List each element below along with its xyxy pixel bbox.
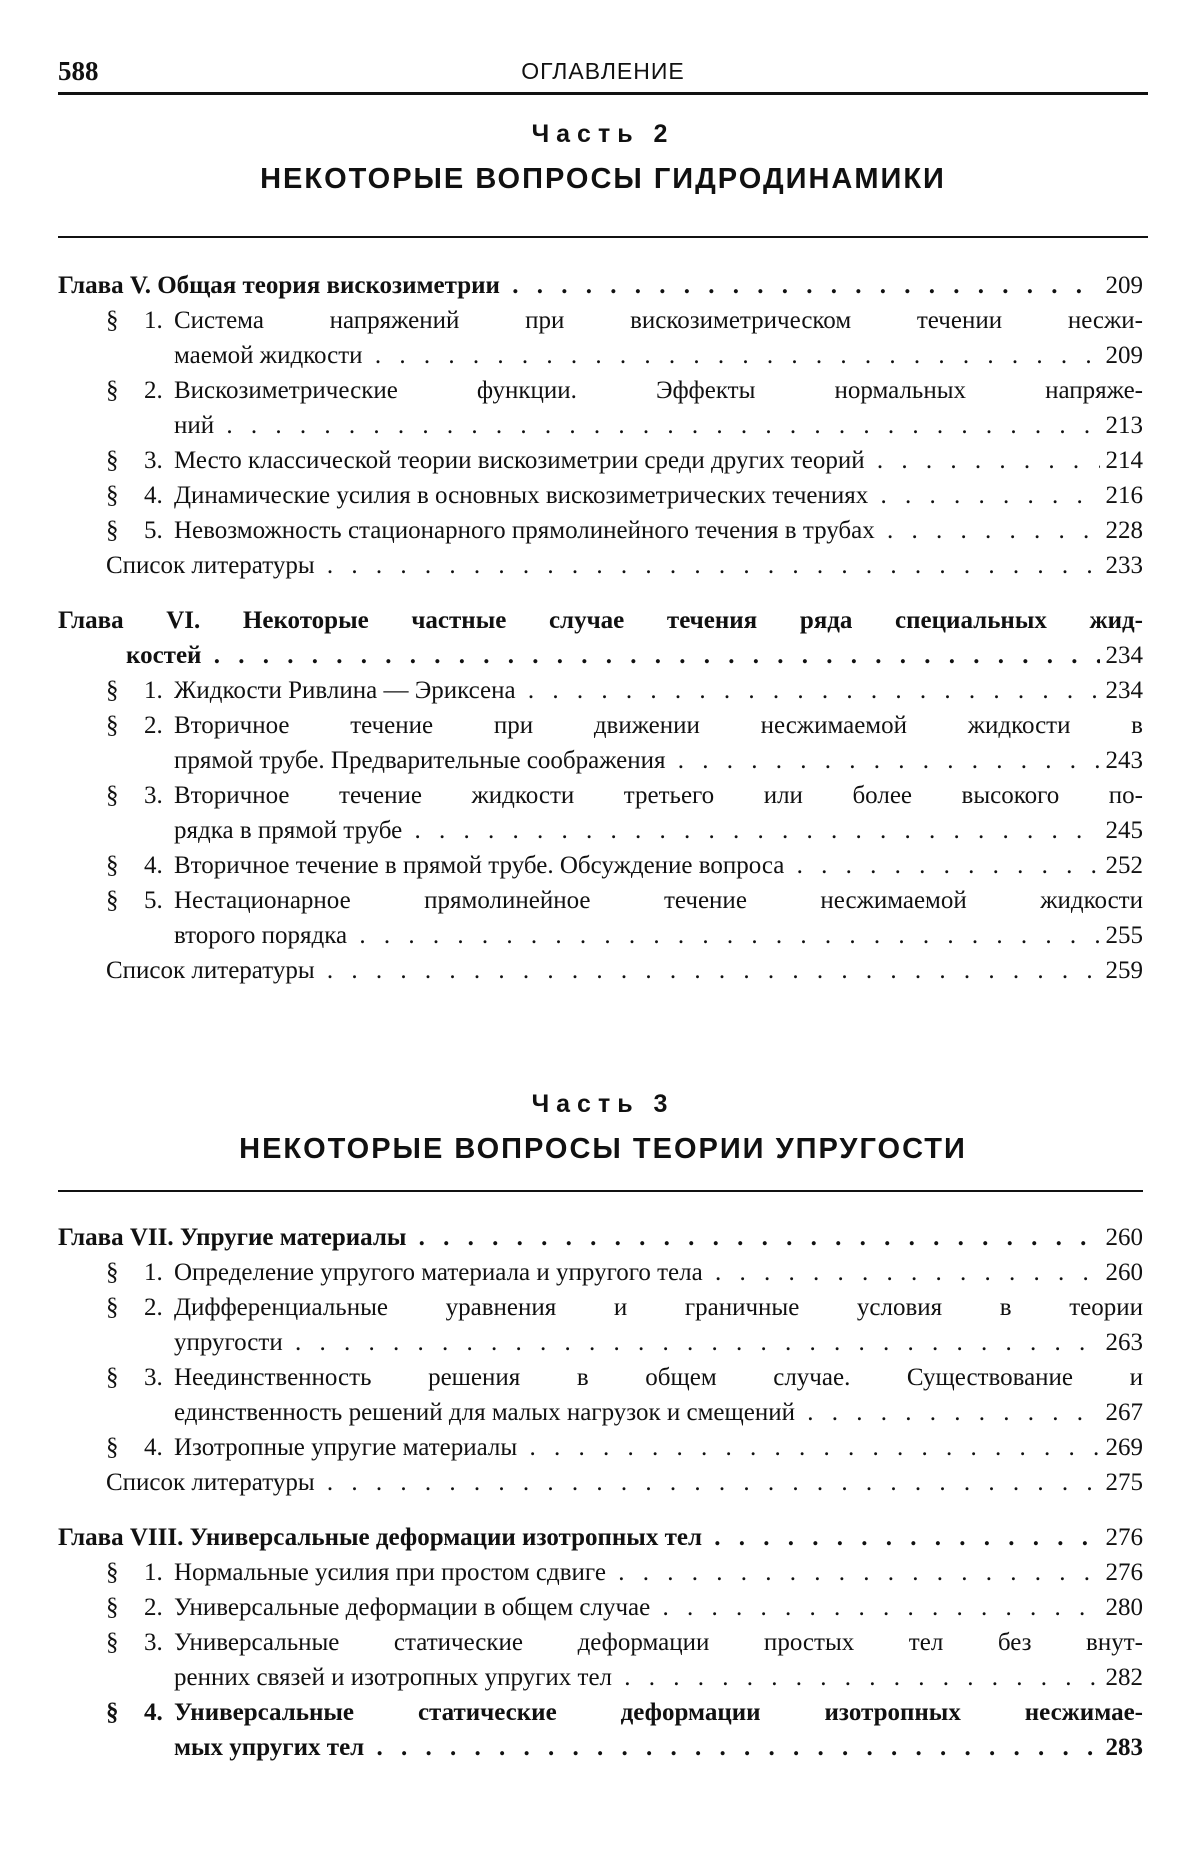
section-number: 3. bbox=[144, 447, 163, 474]
toc-part-3 bbox=[58, 1220, 1143, 1765]
chapter-title: Глава VIII. Универсальные деформации изотропных тел . . . bbox=[58, 1520, 1100, 1555]
section-sign: § bbox=[106, 1294, 119, 1321]
page-ref: 259 bbox=[1105, 957, 1143, 984]
section-title-cont: прямой трубе. Предварительные соображения . . . bbox=[174, 743, 1100, 778]
page-ref: 276 bbox=[1105, 1524, 1143, 1551]
chapter-title: Глава VI. Некоторые частные случае течения ряда специальных жид- bbox=[58, 607, 1143, 634]
section-title: Вторичное течение жидкости третьего или более высокого по- bbox=[174, 782, 1143, 809]
section-title-cont: мых упругих тел . . . bbox=[174, 1730, 1100, 1765]
toc-section[interactable] bbox=[58, 883, 1143, 953]
section-title: Универсальные статические деформации простых тел без внут- bbox=[174, 1629, 1143, 1656]
running-title: ОГЛАВЛЕНИЕ bbox=[521, 58, 685, 84]
page-ref: 260 bbox=[1105, 1259, 1143, 1286]
page-ref: 280 bbox=[1105, 1594, 1143, 1621]
part-label: Часть 3 bbox=[531, 1090, 675, 1118]
section-number: 3. bbox=[144, 782, 163, 809]
toc-chapter[interactable] bbox=[58, 1520, 1143, 1555]
page-ref: 234 bbox=[1105, 677, 1143, 704]
toc-section[interactable] bbox=[58, 673, 1143, 708]
page-ref: 283 bbox=[1105, 1734, 1143, 1761]
section-sign: § bbox=[106, 1434, 119, 1461]
references-label: Список литературы . . . bbox=[106, 953, 1100, 988]
section-number: 5. bbox=[144, 517, 163, 544]
section-number: 3. bbox=[144, 1629, 163, 1656]
page-ref: 243 bbox=[1105, 747, 1143, 774]
toc-section[interactable] bbox=[58, 1255, 1143, 1290]
page-ref: 216 bbox=[1105, 482, 1143, 509]
section-number: 4. bbox=[144, 1699, 163, 1726]
section-number: 2. bbox=[144, 1294, 163, 1321]
toc-chapter[interactable] bbox=[58, 603, 1143, 673]
page-ref: 255 bbox=[1105, 922, 1143, 949]
part-label: Часть 2 bbox=[531, 120, 675, 148]
section-title: Нормальные усилия при простом сдвиге bbox=[174, 1559, 606, 1586]
section-number: 2. bbox=[144, 1594, 163, 1621]
part-title: НЕКОТОРЫЕ ВОПРОСЫ ГИДРОДИНАМИКИ bbox=[260, 163, 946, 195]
section-title-cont: второго порядка . . . bbox=[174, 918, 1100, 953]
section-title: Универсальные статические деформации изотропных несжимае- bbox=[174, 1699, 1143, 1726]
section-sign: § bbox=[106, 1629, 119, 1656]
toc-section[interactable] bbox=[58, 478, 1143, 513]
section-number: 4. bbox=[144, 1434, 163, 1461]
section-number: 1. bbox=[144, 677, 163, 704]
toc-section[interactable] bbox=[58, 1625, 1143, 1695]
running-header bbox=[58, 56, 1148, 90]
toc-section[interactable] bbox=[58, 443, 1143, 478]
section-title-cont: рядка в прямой трубе . . . bbox=[174, 813, 1100, 848]
page-ref: 234 bbox=[1105, 642, 1143, 669]
section-sign: § bbox=[106, 1259, 119, 1286]
page-ref: 209 bbox=[1105, 342, 1143, 369]
section-sign: § bbox=[106, 482, 119, 509]
part-title: НЕКОТОРЫЕ ВОПРОСЫ ТЕОРИИ УПРУГОСТИ bbox=[239, 1133, 967, 1165]
section-sign: § bbox=[106, 852, 119, 879]
page-ref: 282 bbox=[1105, 1664, 1143, 1691]
page-ref: 209 bbox=[1105, 272, 1143, 299]
section-title: Универсальные деформации в общем случае bbox=[174, 1594, 651, 1621]
toc-section[interactable] bbox=[58, 1695, 1143, 1765]
chapter-title: Глава V. Общая теория вискозиметрии . . . bbox=[58, 268, 1100, 303]
page-ref: 252 bbox=[1105, 852, 1143, 879]
section-number: 4. bbox=[144, 482, 163, 509]
section-title: Невозможность стационарного прямолинейного течения в трубах bbox=[174, 517, 875, 544]
toc-section[interactable] bbox=[58, 303, 1143, 373]
page-ref: 213 bbox=[1105, 412, 1143, 439]
toc-section[interactable] bbox=[58, 1430, 1143, 1465]
toc-chapter[interactable] bbox=[58, 268, 1143, 303]
section-sign: § bbox=[106, 447, 119, 474]
chapter-title-cont: костей . . . bbox=[126, 638, 1100, 673]
toc-references[interactable] bbox=[58, 1465, 1143, 1500]
toc-references[interactable] bbox=[58, 953, 1143, 988]
page-number: 588 bbox=[58, 56, 99, 86]
page-ref: 267 bbox=[1105, 1399, 1143, 1426]
page-ref: 245 bbox=[1105, 817, 1143, 844]
toc-section[interactable] bbox=[58, 1590, 1143, 1625]
toc-chapter[interactable] bbox=[58, 1220, 1143, 1255]
section-sign: § bbox=[106, 377, 119, 404]
references-label: Список литературы . . . bbox=[106, 548, 1100, 583]
section-title: Вискозиметрические функции. Эффекты нормальных напряже- bbox=[174, 377, 1143, 404]
section-title: Изотропные упругие материалы bbox=[174, 1434, 518, 1461]
section-sign: § bbox=[106, 1699, 119, 1726]
toc-section[interactable] bbox=[58, 778, 1143, 848]
toc-section[interactable] bbox=[58, 1290, 1143, 1360]
section-title: Жидкости Ривлина — Эриксена bbox=[174, 677, 516, 704]
chapter-title: Глава VII. Упругие материалы . . . bbox=[58, 1220, 1100, 1255]
section-title: Дифференциальные уравнения и граничные условия в теории bbox=[174, 1294, 1143, 1321]
part-rule bbox=[58, 1190, 1143, 1192]
page-ref: 269 bbox=[1105, 1434, 1143, 1461]
section-number: 5. bbox=[144, 887, 163, 914]
section-sign: § bbox=[106, 887, 119, 914]
section-title: Место классической теории вискозиметрии среди других теорий bbox=[174, 447, 865, 474]
section-title: Неединственность решения в общем случае. Существование и bbox=[174, 1364, 1143, 1391]
section-number: 2. bbox=[144, 712, 163, 739]
section-sign: § bbox=[106, 677, 119, 704]
toc-section[interactable] bbox=[58, 513, 1143, 548]
part-heading bbox=[58, 1090, 1148, 1166]
section-title-cont: маемой жидкости . . . bbox=[174, 338, 1100, 373]
section-title: Система напряжений при вискозиметрическом течении несжи- bbox=[174, 307, 1143, 334]
section-title: Вторичное течение при движении несжимаемой жидкости в bbox=[174, 712, 1143, 739]
section-sign: § bbox=[106, 782, 119, 809]
section-sign: § bbox=[106, 1364, 119, 1391]
section-number: 1. bbox=[144, 1559, 163, 1586]
section-number: 2. bbox=[144, 377, 163, 404]
section-number: 3. bbox=[144, 1364, 163, 1391]
toc-section[interactable] bbox=[58, 1555, 1143, 1590]
section-title-cont: ренних связей и изотропных упругих тел . . . bbox=[174, 1660, 1100, 1695]
section-sign: § bbox=[106, 517, 119, 544]
section-title: Вторичное течение в прямой трубе. Обсуждение вопроса bbox=[174, 852, 785, 879]
page-ref: 263 bbox=[1105, 1329, 1143, 1356]
section-sign: § bbox=[106, 1594, 119, 1621]
section-sign: § bbox=[106, 712, 119, 739]
section-title-cont: упругости . . . bbox=[174, 1325, 1100, 1360]
section-title-cont: ний . . . bbox=[174, 408, 1100, 443]
toc-references[interactable] bbox=[58, 548, 1143, 583]
part-rule bbox=[58, 236, 1148, 238]
section-number: 1. bbox=[144, 1259, 163, 1286]
page-ref: 233 bbox=[1105, 552, 1143, 579]
toc-section[interactable] bbox=[58, 848, 1143, 883]
section-number: 4. bbox=[144, 852, 163, 879]
page-ref: 260 bbox=[1105, 1224, 1143, 1251]
toc-section[interactable] bbox=[58, 373, 1143, 443]
page-ref: 275 bbox=[1105, 1469, 1143, 1496]
section-title: Нестационарное прямолинейное течение несжимаемой жидкости bbox=[174, 887, 1143, 914]
toc-section[interactable] bbox=[58, 1360, 1143, 1430]
section-title: Динамические усилия в основных вискозиметрических течениях bbox=[174, 482, 869, 509]
page-ref: 276 bbox=[1105, 1559, 1143, 1586]
toc-part-2 bbox=[58, 268, 1143, 988]
section-title-cont: единственность решений для малых нагрузок и смещений . . . bbox=[174, 1395, 1100, 1430]
header-rule bbox=[58, 92, 1148, 95]
references-label: Список литературы . . . bbox=[106, 1465, 1100, 1500]
section-sign: § bbox=[106, 1559, 119, 1586]
toc-section[interactable] bbox=[58, 708, 1143, 778]
section-title: Определение упругого материала и упругого тела bbox=[174, 1259, 703, 1286]
page-ref: 214 bbox=[1105, 447, 1143, 474]
part-heading bbox=[58, 120, 1148, 196]
page-ref: 228 bbox=[1105, 517, 1143, 544]
section-sign: § bbox=[106, 307, 119, 334]
section-number: 1. bbox=[144, 307, 163, 334]
